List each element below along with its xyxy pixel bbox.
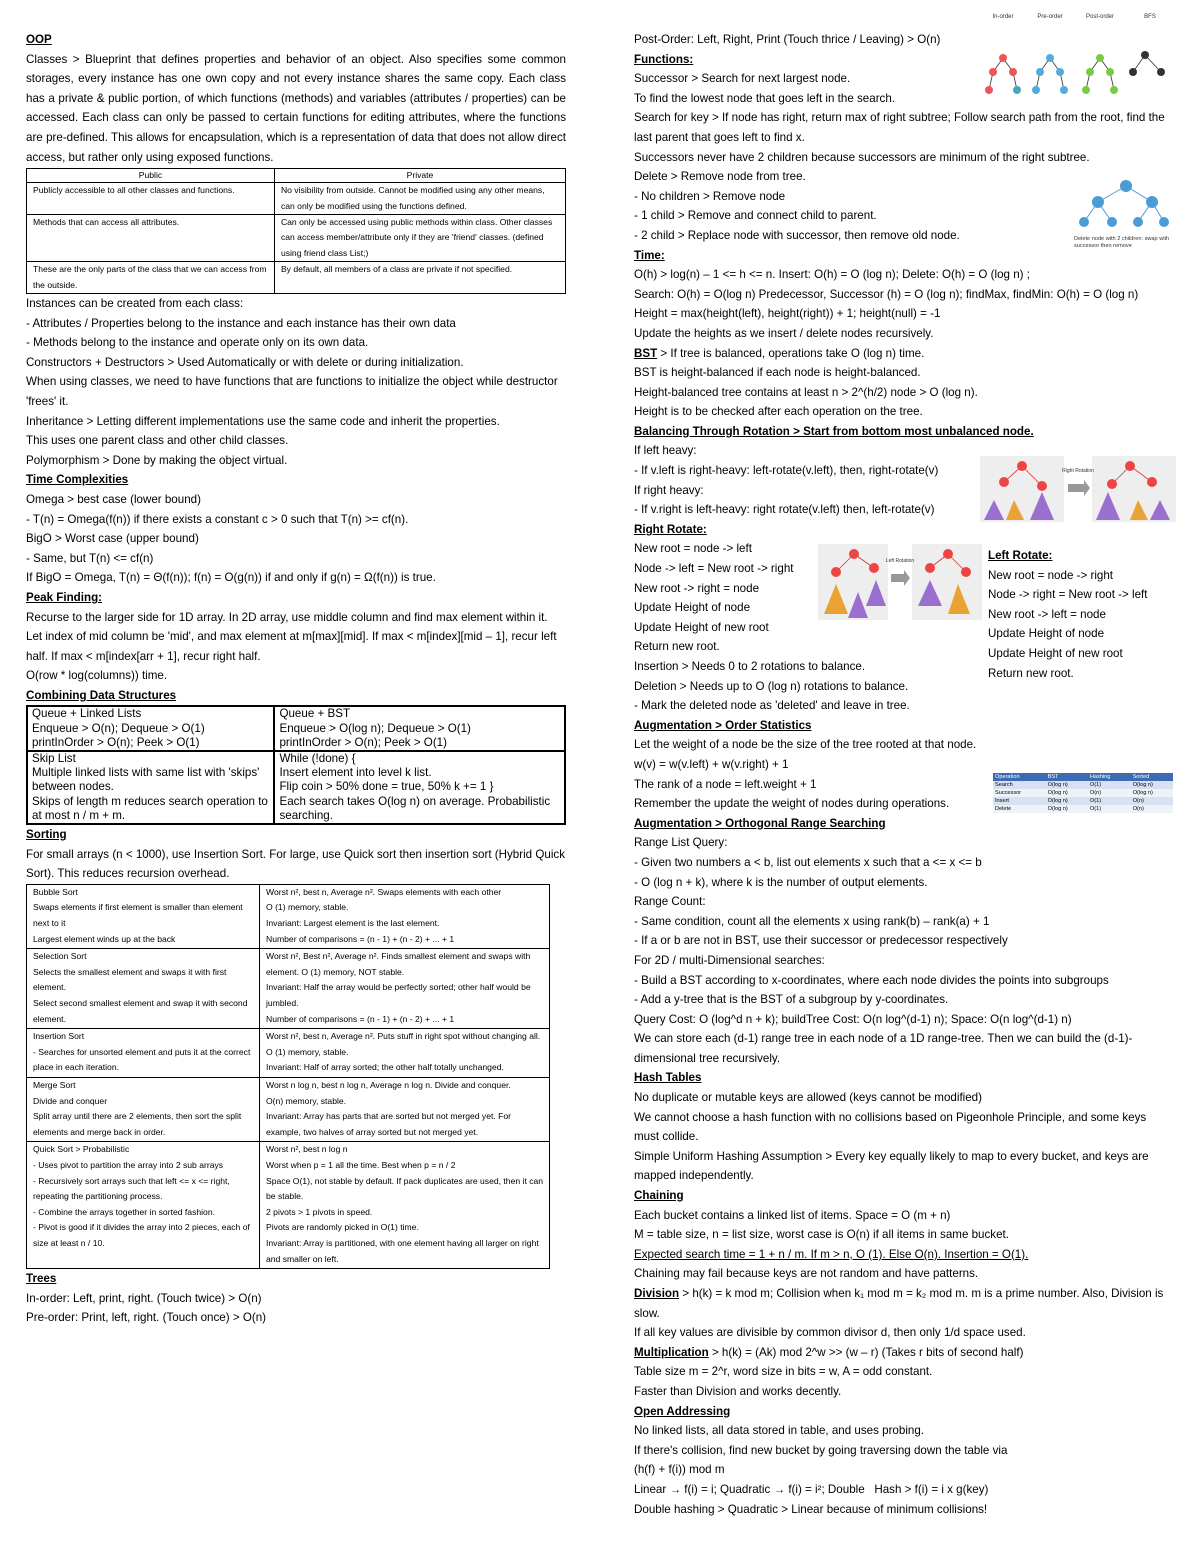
text-line: - If v.left is right-heavy: left-rotate(v.left), then, right-rotate(v) bbox=[634, 464, 939, 478]
oop-heading: OOP bbox=[26, 33, 52, 46]
combine-table bbox=[26, 705, 566, 825]
table-row bbox=[27, 183, 566, 215]
text-line: We cannot choose a hash function with no collisions based on Pigeonhole Principle, and some keys must collide. bbox=[634, 1110, 1147, 1144]
table-cell: Search bbox=[995, 782, 1013, 788]
division-label: Division bbox=[634, 1287, 680, 1300]
trees-heading: Trees bbox=[26, 1272, 57, 1286]
table-row bbox=[27, 262, 566, 294]
table-row bbox=[27, 1142, 550, 1269]
table-cell: Methods that can access all attributes. bbox=[27, 214, 275, 261]
text-line: BST is height-balanced if each node is height-balanced. bbox=[634, 366, 921, 380]
table-cell bbox=[27, 751, 274, 824]
time-heading: Time: bbox=[634, 248, 665, 262]
sorting-paragraph: For small arrays (n < 1000), use Insertion Sort. For large, use Quick sort then insertion sort (Hybrid Quick Sort). This reduces recursion overhead. bbox=[26, 847, 565, 881]
bst-text: > If tree is balanced, operations take O (log n) time. bbox=[657, 346, 925, 360]
mult-label: Multiplication bbox=[634, 1345, 709, 1359]
text-line: - Mark the deleted node as 'deleted' and leave in tree. bbox=[634, 699, 910, 713]
division-text: > h(k) = k mod m; Collision when k₁ mod m = k₂ mod m. m is a prime number. Also, Division is slow. bbox=[634, 1287, 1164, 1320]
text-line: Return new root. bbox=[634, 640, 720, 654]
table-cell bbox=[27, 1029, 260, 1078]
access-table bbox=[26, 168, 566, 294]
division-line bbox=[634, 1284, 1174, 1323]
table-cell: No visibility from outside. Cannot be modified using any other means, can only be modified using the functions defined. bbox=[274, 183, 565, 215]
text-line: - O (log n + k), where k is the number of output elements. bbox=[634, 875, 928, 889]
cell-text: Queue + BST Enqueue > O(log n); Dequeue > O(1) printInOrder > O(n); Peek > O(1) bbox=[279, 707, 471, 749]
text-line: Height is to be checked after each operation on the tree. bbox=[634, 405, 923, 419]
text-line: Successor > Search for next largest node. bbox=[634, 72, 851, 86]
cell-text: Selection Sort Selects the smallest element and swaps it with first element. Select second smallest element and swap it with second element. bbox=[33, 951, 248, 1024]
text-line: For 2D / multi-Dimensional searches: bbox=[634, 953, 825, 967]
chaining-heading: Chaining bbox=[634, 1189, 684, 1203]
left-rotate-block bbox=[988, 546, 1178, 683]
text-line: If all key values are divisible by common divisor d, then only 1/d space used. bbox=[634, 1326, 1026, 1340]
table-cell: Can only be accessed using public methods within class. Other classes can access member/attribute only if they are 'friend' classes. (defined using friend class List;) bbox=[274, 214, 565, 261]
table-cell: O(log n) bbox=[1047, 798, 1068, 804]
table-row bbox=[993, 797, 1173, 805]
table-cell bbox=[260, 949, 550, 1029]
text-line: - Build a BST according to x-coordinates, where each node divides the points into subgroups bbox=[634, 973, 1109, 987]
figure-caption: Delete node with 2 children: swap with successor then remove bbox=[1074, 236, 1170, 249]
table-row bbox=[27, 214, 566, 261]
table-cell: O(n) bbox=[1132, 806, 1144, 812]
text-line: Update Height of node bbox=[634, 601, 751, 615]
table-cell bbox=[27, 706, 274, 751]
probing-line bbox=[634, 1480, 1174, 1500]
combining-heading: Combining Data Structures bbox=[26, 688, 177, 702]
text-line: Return new root. bbox=[988, 666, 1074, 680]
traversal-label: Pre-order bbox=[1037, 14, 1063, 20]
table-cell: O(log n) bbox=[1132, 790, 1153, 796]
hash-tables-heading: Hash Tables bbox=[634, 1071, 702, 1085]
oop-notes bbox=[26, 294, 566, 470]
text-line: Update Height of new root bbox=[988, 646, 1123, 660]
table-cell bbox=[27, 1078, 260, 1142]
table-cell bbox=[27, 949, 260, 1029]
table-cell: O(log n) bbox=[1047, 782, 1068, 788]
table-row bbox=[27, 1078, 550, 1142]
table-cell bbox=[260, 1142, 550, 1269]
text-line: New root = node -> left bbox=[634, 542, 752, 556]
text-line: Insertion > Needs 0 to 2 rotations to balance. bbox=[634, 660, 866, 673]
public-header: Public bbox=[27, 169, 275, 183]
cell-text: Worst n², best n, Average n². Swaps elements with each other O (1) memory, stable. Invariant: Largest element is the last element. Number of comparisons = (n - 1) + (n - 2) + ... + 1 bbox=[266, 886, 502, 944]
table-cell: O(1) bbox=[1089, 798, 1102, 804]
table-row bbox=[27, 884, 550, 948]
table-cell: O(n) bbox=[1132, 798, 1144, 804]
cell-text: Worst n log n, best n log n, Average n log n. Divide and conquer. O(n) memory, stable. Invariant: Array has parts that are sorted but not merged yet. For example, two halves of array sorted but not merged yet. bbox=[266, 1080, 512, 1137]
rotation-figure bbox=[980, 456, 1176, 522]
right-rotate-heading: Right Rotate: bbox=[634, 522, 707, 536]
text-line: New root -> left = node bbox=[988, 607, 1106, 621]
text-line: BigO > Worst case (upper bound) bbox=[26, 532, 199, 546]
aug-order-heading: Augmentation > Order Statistics bbox=[634, 718, 812, 732]
table-row bbox=[27, 1029, 550, 1078]
left-rotate-heading: Left Rotate: bbox=[988, 549, 1053, 562]
cell-text: Quick Sort > Probabilistic - Uses pivot to partition the array into 2 sub arrays - Recursively sort arrays such that left <= x <= right, repeating the partitioning process. - Combine the arrays together in sorted fashion. - Pivot is good if it divides the array into 2 pieces, each of size at least n / 10. bbox=[33, 1144, 250, 1248]
text-line: Omega > best case (lower bound) bbox=[26, 492, 201, 506]
private-header: Private bbox=[274, 169, 565, 183]
text-line: The rank of a node = left.weight + 1 bbox=[634, 777, 817, 791]
text-line: Successors never have 2 children because successors are minimum of the right subtree. bbox=[634, 150, 1090, 164]
table-cell bbox=[260, 1029, 550, 1078]
traversal-label: BFS bbox=[1144, 14, 1156, 20]
cell-text: Insertion Sort - Searches for unsorted element and puts it at the correct place in each iteration. bbox=[33, 1031, 251, 1073]
text-line: Height = max(height(left), height(right)) + 1; height(null) = -1 bbox=[634, 307, 941, 321]
table-cell: O(log n) bbox=[1047, 806, 1068, 812]
text-line: Constructors + Destructors > Used Automatically or with delete or during initialization. bbox=[26, 355, 464, 369]
cell-text: Worst n², Best n², Average n². Finds smallest element and swaps with element. O (1) memory, NOT stable. Invariant: Half the array would be perfectly sorted; other half would be jumbled. Number of comparisons = (n - 1) + (n - 2) + ... + 1 bbox=[266, 951, 531, 1024]
text-line: Update Height of node bbox=[988, 627, 1105, 641]
table-row bbox=[27, 706, 565, 751]
linear-text: Linear → f(i) = i; Quadratic → f(i) = i²; Double bbox=[634, 1482, 865, 1496]
table-row bbox=[993, 773, 1173, 781]
rotation-heading: Balancing Through Rotation > Start from bottom most unbalanced node. bbox=[634, 424, 1034, 438]
text-line: - 2 child > Replace node with successor, then remove old node. bbox=[634, 228, 960, 242]
table-cell: O(n) bbox=[1089, 790, 1102, 796]
text-line: - Same condition, count all the elements x using rank(b) – rank(a) + 1 bbox=[634, 914, 990, 928]
cell-text: While (!done) { Insert element into level k list. Flip coin > 50% done = true, 50% k += 1 } Each search takes O(log n) on average. Probabilistic searching. bbox=[279, 752, 551, 822]
text-line: Polymorphism > Done by making the object virtual. bbox=[26, 453, 288, 467]
left-column bbox=[26, 30, 566, 1328]
sorting-heading: Sorting bbox=[26, 828, 67, 842]
text-line: This uses one parent class and other child classes. bbox=[26, 434, 289, 448]
post-order-line: Post-Order: Left, Right, Print (Touch thrice / Leaving) > O(n) bbox=[634, 33, 941, 46]
text-line: If left heavy: bbox=[634, 444, 697, 458]
text-line: Deletion > Needs up to O (log n) rotations to balance. bbox=[634, 679, 909, 693]
text-line: Each bucket contains a linked list of items. Space = O (m + n) bbox=[634, 1208, 951, 1222]
text-line: Search: O(h) = O(log n) Predecessor, Successor (h) = O (log n); findMax, findMin: O(h) = O (log n) bbox=[634, 287, 1139, 301]
text-line: - 1 child > Remove and connect child to parent. bbox=[634, 209, 877, 223]
traversal-label: Post-order bbox=[1085, 14, 1115, 20]
classes-paragraph: Classes > Blueprint that defines properties and behavior of an object. Also specifies some common storages, every instance has one own copy and not every instance shares the same copy. Each class has a private & public portion, of which functions (methods) and variables (attributes / properties) can be accessed. Each class can only be passed to certain functions for editing attributes, where the functions are pre-defined. This allows for encapsulation, which is a representation of data that does not allow direct access, but rather only using exposed functions. bbox=[26, 52, 566, 164]
table-cell: Publicly accessible to all other classes and functions. bbox=[27, 183, 275, 215]
rotation-label: Right Rotation bbox=[1062, 468, 1094, 474]
text-line: Chaining may fail because keys are not random and have patterns. bbox=[634, 1267, 979, 1281]
text-line: - Given two numbers a < b, list out elements x such that a <= x <= b bbox=[634, 855, 982, 869]
table-cell: O(log n) bbox=[1047, 790, 1068, 796]
table-cell: Sorted bbox=[1132, 774, 1150, 780]
hash-text: Hash > f(i) = i x g(key) bbox=[874, 1482, 989, 1496]
table-cell: Operation bbox=[995, 774, 1020, 780]
text-line: Range List Query: bbox=[634, 836, 728, 850]
table-cell: Hashing bbox=[1089, 774, 1111, 780]
table-cell: Successor bbox=[995, 790, 1022, 796]
text-line: Delete > Remove node from tree. bbox=[634, 170, 806, 184]
text-line: Node -> left = New root -> right bbox=[634, 562, 794, 576]
table-cell: BST bbox=[1047, 774, 1059, 780]
text-line: Faster than Division and works decently. bbox=[634, 1384, 842, 1398]
text-line: w(v) = w(v.left) + w(v.right) + 1 bbox=[634, 757, 789, 771]
text-line: If BigO = Omega, T(n) = Θ(f(n)); f(n) = O(g(n)) if and only if g(n) = Ω(f(n)) is true. bbox=[26, 571, 436, 585]
table-row bbox=[993, 781, 1173, 789]
text-line: Inheritance > Letting different implementations use the same code and inherit the properties. bbox=[26, 414, 500, 428]
text-line: No linked lists, all data stored in table, and uses probing. bbox=[634, 1424, 925, 1438]
bst-delete-figure bbox=[1070, 176, 1174, 272]
table-cell: Delete bbox=[995, 806, 1012, 812]
table-cell bbox=[27, 884, 260, 948]
text-line: M = table size, n = list size, worst case is O(n) if all items in same bucket. bbox=[634, 1228, 1009, 1242]
open-addressing-heading: Open Addressing bbox=[634, 1404, 731, 1418]
table-row bbox=[27, 751, 565, 824]
table-cell bbox=[260, 884, 550, 948]
table-row bbox=[993, 789, 1173, 797]
table-cell: O(1) bbox=[1089, 806, 1102, 812]
text-line: Instances can be created from each class: bbox=[26, 297, 244, 310]
text-line: No duplicate or mutable keys are allowed (keys cannot be modified) bbox=[634, 1091, 982, 1105]
text-line: Query Cost: O (log^d n + k); buildTree Cost: O(n log^(d-1) n); Space: O(n log^(d-1) n) bbox=[634, 1012, 1072, 1026]
text-line: - Attributes / Properties belong to the instance and each instance has their own data bbox=[26, 316, 456, 330]
text-line: - No children > Remove node bbox=[634, 189, 786, 203]
table-cell: Insert bbox=[995, 798, 1009, 804]
text-line: - T(n) = Omega(f(n)) if there exists a constant c > 0 such that T(n) >= cf(n). bbox=[26, 512, 409, 526]
bst-label: BST bbox=[634, 346, 658, 360]
text-line: In-order: Left, print, right. (Touch twice) > O(n) bbox=[26, 1291, 262, 1305]
table-cell bbox=[260, 1078, 550, 1142]
multiplication-line bbox=[634, 1343, 1174, 1363]
text-line: Pre-order: Print, left, right. (Touch once) > O(n) bbox=[26, 1311, 267, 1325]
rotation-label: Left Rotation bbox=[885, 558, 915, 564]
text-line: O(h) > log(n) – 1 <= h <= n. Insert: O(h) = O (log n); Delete: O(h) = O (log n) ; bbox=[634, 268, 1030, 282]
text-line: If there's collision, find new bucket by going traversing down the table via bbox=[634, 1443, 1008, 1457]
text-line: - Add a y-tree that is the BST of a subgroup by y-coordinates. bbox=[634, 993, 949, 1007]
table-cell: O(log n) bbox=[1132, 782, 1153, 788]
peak-finding-heading: Peak Finding: bbox=[26, 590, 103, 604]
text-line: New root = node -> right bbox=[988, 568, 1114, 582]
table-cell: O(1) bbox=[1089, 782, 1102, 788]
text-line: When using classes, we need to have functions that are functions to initialize the object while destructor 'frees' it. bbox=[26, 375, 558, 408]
text-line: Range Count: bbox=[634, 895, 706, 909]
traversal-trees-figure bbox=[985, 10, 1175, 102]
traversal-label: In-order bbox=[992, 14, 1014, 20]
complexity-table bbox=[993, 773, 1173, 813]
table-cell: These are the only parts of the class that we can access from the outside. bbox=[27, 262, 275, 294]
text-line: (h(f) + f(i)) mod m bbox=[634, 1463, 725, 1477]
table-row bbox=[993, 805, 1173, 813]
text-line: Height-balanced tree contains at least n > 2^(h/2) node > O (log n). bbox=[634, 385, 978, 399]
text-line: Let the weight of a node be the size of the tree rooted at that node. bbox=[634, 738, 977, 752]
text-line: Node -> right = New root -> left bbox=[988, 588, 1148, 602]
peak-time: O(row * log(columns)) time. bbox=[26, 669, 168, 683]
complexity-table-figure bbox=[993, 773, 1173, 813]
text-line: Update the heights as we insert / delete nodes recursively. bbox=[634, 326, 934, 340]
text-line: - If v.right is left-heavy: right rotate(v.left) then, left-rotate(v) bbox=[634, 503, 935, 517]
text-line: Simple Uniform Hashing Assumption > Every key equally likely to map to every bucket, and keys are mapped independently. bbox=[634, 1149, 1149, 1183]
text-line: Table size m = 2^r, word size in bits = w, A = odd constant. bbox=[634, 1365, 933, 1379]
cell-text: Skip List Multiple linked lists with same list with 'skips' between nodes. Skips of length m reduces search operation to at most n / m + m. bbox=[32, 752, 268, 822]
cell-text: Worst n², best n, Average n². Puts stuff in right spot without changing all. O (1) memory, stable. Invariant: Half of array sorted; the other half totally unchanged. bbox=[266, 1031, 541, 1073]
text-line: To find the lowest node that goes left in the search. bbox=[634, 91, 896, 105]
functions-heading: Functions: bbox=[634, 52, 694, 66]
table-cell bbox=[274, 751, 565, 824]
table-cell bbox=[27, 1142, 260, 1269]
text-line: We can store each (d-1) range tree in each node of a 1D range-tree. Then we can build the (d-1)-dimensional tree recursively. bbox=[634, 1032, 1133, 1065]
table-cell: By default, all members of a class are private if not specified. bbox=[274, 262, 565, 294]
time-complexities-heading: Time Complexities bbox=[26, 473, 129, 487]
text-line: If right heavy: bbox=[634, 483, 704, 497]
table-cell bbox=[274, 706, 565, 751]
text-line: Search for key > If node has right, return max of right subtree; Follow search path from the root, find the last parent that goes left to find x. bbox=[634, 111, 1165, 144]
text-line: Update Height of new root bbox=[634, 620, 769, 634]
mult-text: > h(k) = (Ak) mod 2^w >> (w – r) (Takes r bits of second half) bbox=[708, 1345, 1024, 1359]
peak-paragraph: Recurse to the larger side for 1D array. In 2D array, use middle column and find max element within it. Let index of mid column be 'mid', and max element at m[max][mid]. If max < m[index][mid – 1], recur left half. If max < m[index[arr + 1], recur right half. bbox=[26, 610, 557, 663]
cell-text: Bubble Sort Swaps elements if first element is smaller than element next to it Largest element winds up at the back bbox=[33, 886, 243, 944]
aug-orth-heading: Augmentation > Orthogonal Range Searching bbox=[634, 816, 886, 830]
text-line: New root -> right = node bbox=[634, 581, 760, 595]
cell-text: Merge Sort Divide and conquer Split array until there are 2 elements, then sort the split elements and merge back in order. bbox=[33, 1080, 242, 1137]
cell-text: Worst n², best n log n Worst when p = 1 all the time. Best when p = n / 2 Space O(1), not stable by default. If pack duplicates are used, then it can be stable. 2 pivots > 1 pivots in speed. Pivots are randomly picked in O(1) time. Invariant: Array is partitioned, with one element having all larger on right and smaller on left. bbox=[266, 1144, 544, 1264]
right-rotate-figure bbox=[818, 544, 982, 620]
text-line: - Methods belong to the instance and operate only on its own data. bbox=[26, 336, 369, 350]
expected-search-line: Expected search time = 1 + n / m. If m > n, O (1). Else O(n). Insertion = O(1). bbox=[634, 1247, 1029, 1261]
sort-table bbox=[26, 884, 550, 1269]
cell-text: Queue + Linked Lists Enqueue > O(n); Dequeue > O(1) printInOrder > O(n); Peek > O(1) bbox=[32, 707, 205, 749]
text-line: Remember the update the weight of nodes during operations. bbox=[634, 797, 950, 811]
text-line: Double hashing > Quadratic > Linear because of minimum collisions! bbox=[634, 1502, 988, 1516]
table-row bbox=[27, 949, 550, 1029]
bst-line bbox=[634, 344, 1174, 364]
text-line: - If a or b are not in BST, use their successor or predecessor respectively bbox=[634, 934, 1008, 948]
text-line: - Same, but T(n) <= cf(n) bbox=[26, 551, 154, 565]
